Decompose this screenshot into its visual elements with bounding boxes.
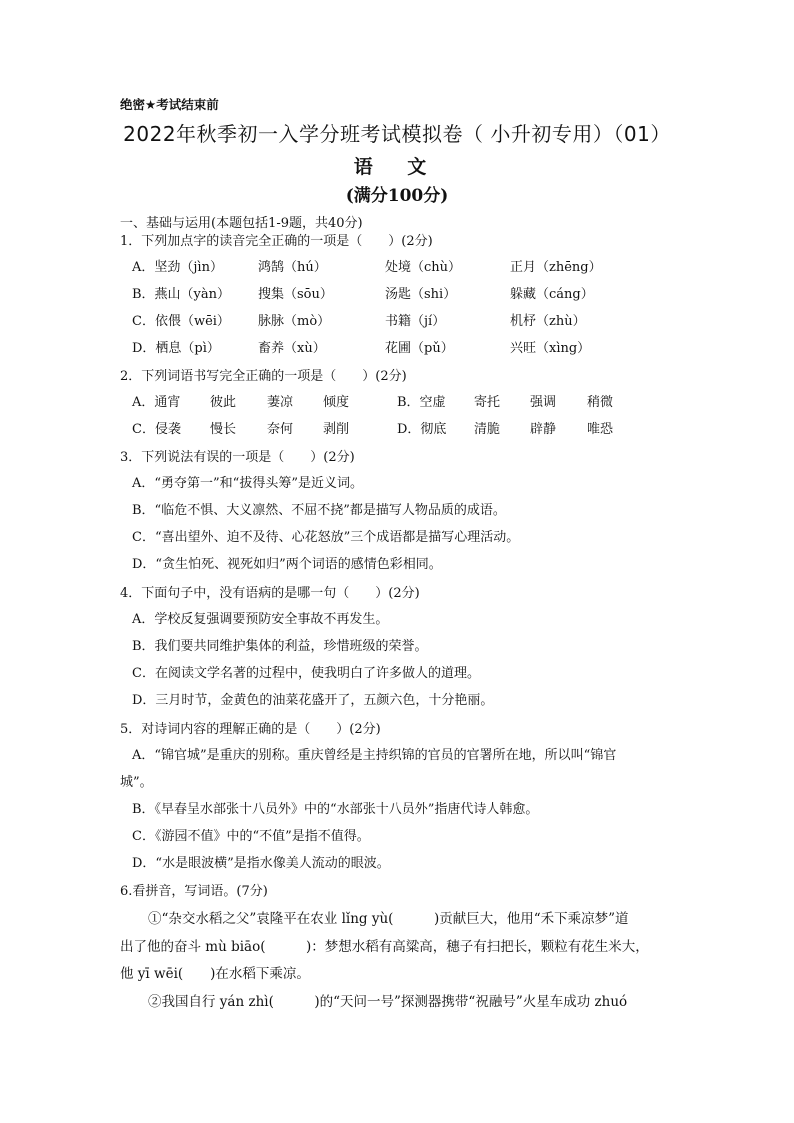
q2-word: 倾度 — [323, 395, 350, 410]
q1-option-c-3: 书籍（jí） — [385, 314, 446, 329]
q1-option-d-4: 兴旺（xìng） — [510, 341, 591, 356]
q3-option-c: C．“喜出望外、迫不及待、心花怒放”三个成语都是描写心理活动。 — [132, 530, 520, 545]
exam-title: 2022年秋季初一入学分班考试模拟卷（ 小升初专用）（01） — [123, 122, 671, 146]
q2-word: D．彻底 — [397, 422, 447, 437]
q1-option-c-1: C．依偎（wēi） — [132, 314, 230, 329]
q1-option-d-3: 花圃（pǔ） — [385, 341, 454, 356]
question-3-stem: 3．下列说法有误的一项是（ ）(2分) — [120, 450, 355, 465]
q5-option-d: D．“水是眼波横”是指水像美人流动的眼波。 — [132, 856, 390, 871]
q6-paragraph-2-line-1: ②我国自行 yán zhì( )的“天问一号”探测器携带“祝融号”火星车成功 zhuó — [148, 994, 628, 1010]
question-1-stem: 1．下列加点字的读音完全正确的一项是（ ）(2分) — [120, 234, 433, 249]
question-6-stem: 6.看拼音，写词语。(7分) — [120, 884, 268, 899]
q2-word: A．通宵 — [132, 395, 181, 410]
q3-option-a: A．“勇夺第一”和“拔得头筹”是近义词。 — [132, 476, 363, 491]
q5-option-c: C．《游园不值》中的“不值”是指不值得。 — [132, 829, 370, 844]
q1-option-a-2: 鸿鹄（hú） — [258, 260, 327, 275]
q1-option-b-4: 躲藏（cáng） — [510, 287, 594, 302]
section-heading: 一、基础与运用(本题包括1-9题，共40分) — [120, 216, 363, 231]
q5-option-a: A．“锦官城”是重庆的别称。重庆曾经是主持织锦的官员的官署所在地，所以叫“锦官 — [132, 748, 617, 763]
q4-option-d: D．三月时节，金黄色的油菜花盛开了，五颜六色，十分艳丽。 — [132, 693, 494, 708]
q3-option-b: B．“临危不惧、大义凛然、不屈不挠”都是描写人物品质的成语。 — [132, 503, 506, 518]
q1-option-c-4: 机杼（zhù） — [510, 314, 586, 329]
q2-word: 辟静 — [530, 422, 557, 437]
q2-word: 寄托 — [474, 395, 501, 410]
q2-word: 萋凉 — [267, 395, 294, 410]
subject-title: 语 文 — [353, 156, 441, 178]
question-5-stem: 5．对诗词内容的理解正确的是（ ）(2分) — [120, 722, 381, 737]
q6-paragraph-1-line-1: ①“杂交水稻之父”袁隆平在农业 lǐng yù( )贡献巨大，他用“禾下乘凉梦”道 — [148, 911, 629, 927]
q2-word: 稍微 — [587, 395, 614, 410]
q6-paragraph-1-line-2: 出了他的奋斗 mù biāo( )：梦想水稻有高粱高，穗子有扫把长，颗粒有花生米大， — [120, 939, 649, 955]
question-4-stem: 4．下面句子中，没有语病的是哪一句（ ）(2分) — [120, 586, 420, 601]
q2-word: C．侵袭 — [132, 422, 181, 437]
q4-option-c: C．在阅读文学名著的过程中，使我明白了许多做人的道理。 — [132, 666, 480, 681]
q2-word: 唯恐 — [587, 422, 614, 437]
q4-option-b: B．我们要共同维护集体的利益，珍惜班级的荣誉。 — [132, 639, 428, 654]
q1-option-b-2: 搜集（sōu） — [258, 287, 333, 302]
q1-option-d-1: D．栖息（pì） — [132, 341, 220, 356]
q1-option-b-3: 汤匙（shi） — [385, 287, 457, 302]
q1-option-d-2: 畜养（xù） — [258, 341, 326, 356]
question-2-stem: 2．下列词语书写完全正确的一项是（ ）(2分) — [120, 369, 407, 384]
q1-option-b-1: B．燕山（yàn） — [132, 287, 231, 302]
q2-word: 奈何 — [267, 422, 294, 437]
q5-option-b: B．《早春呈水部张十八员外》中的“水部张十八员外”指唐代诗人韩愈。 — [132, 802, 539, 817]
confidential-seal: 绝密★考试结束前 — [120, 97, 219, 112]
q1-option-a-4: 正月（zhēng） — [510, 260, 602, 275]
q4-option-a: A．学校反复强调要预防安全事故不再发生。 — [132, 612, 389, 627]
q6-paragraph-1-line-3: 他 yī wēi( )在水稻下乘凉。 — [120, 966, 310, 982]
q2-word: B．空虚 — [397, 395, 446, 410]
q2-word: 强调 — [530, 395, 557, 410]
q2-word: 清脆 — [474, 422, 501, 437]
q1-option-a-1: A．坚劲（jìn） — [132, 260, 223, 275]
q2-word: 剥削 — [323, 422, 350, 437]
q1-option-c-2: 脉脉（mò） — [258, 314, 331, 329]
q5-option-a-continued: 城”。 — [120, 775, 153, 790]
q2-word: 彼此 — [210, 395, 237, 410]
q1-option-a-3: 处境（chù） — [385, 260, 462, 275]
full-score: (满分100分) — [345, 186, 449, 206]
q3-option-d: D．“贪生怕死、视死如归”两个词语的感情色彩相同。 — [132, 557, 442, 572]
q2-word: 慢长 — [210, 422, 237, 437]
